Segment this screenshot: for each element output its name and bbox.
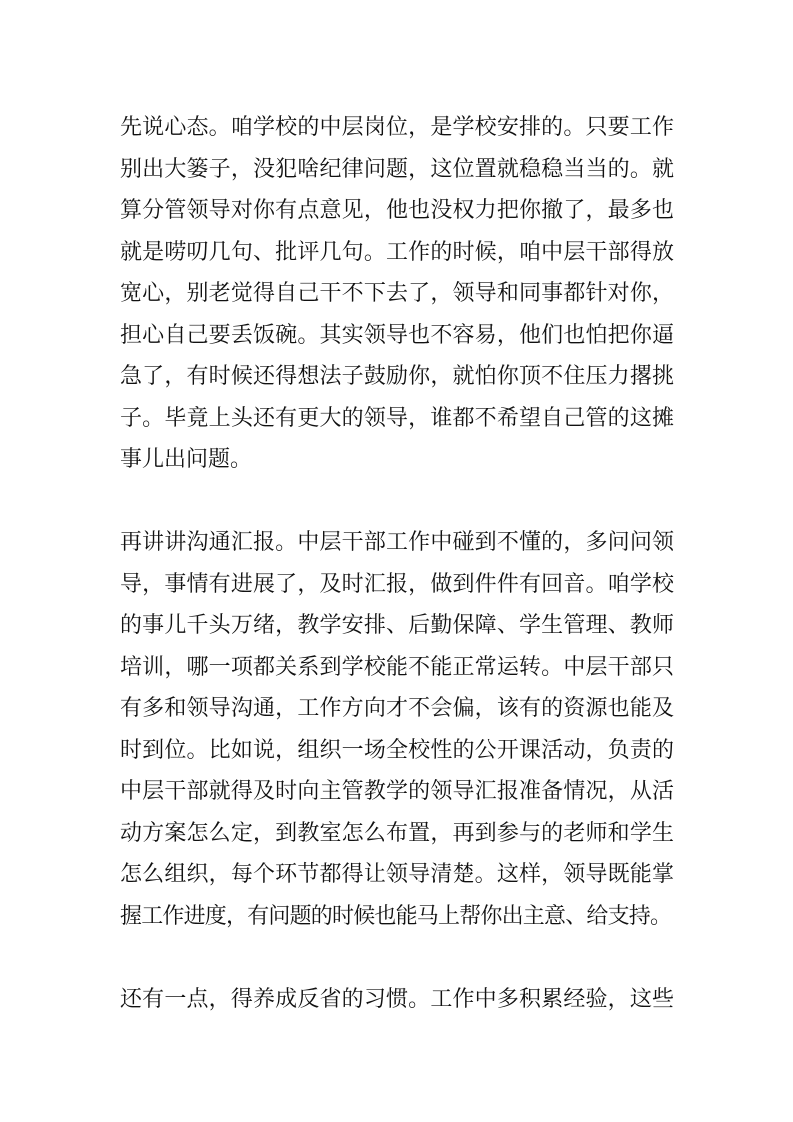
- text-line: 动方案怎么定，到教室怎么布置，再到参与的老师和学生: [120, 820, 674, 846]
- document-body: [120, 107, 674, 1020]
- text-line: 急了，有时候还得想法子鼓励你，就怕你顶不住压力撂挑: [120, 364, 674, 389]
- text-line: 就是唠叨几句、批评几句。工作的时候，咱中层干部得放: [120, 239, 674, 265]
- text-line: 导，事情有进展了，及时汇报，做到件件有回音。咱学校: [120, 571, 674, 597]
- text-line: 的事儿千头万绪，教学安排、后勤保障、学生管理、教师: [120, 613, 674, 638]
- paragraph-reflection: [120, 979, 674, 1021]
- text-line: 宽心，别老觉得自己干不下去了，领导和同事都针对你，: [120, 281, 674, 306]
- text-line: 担心自己要丢饭碗。其实领导也不容易，他们也怕把你逼: [120, 322, 674, 348]
- paragraph-communication: [120, 522, 674, 937]
- text-line: 时到位。比如说，组织一场全校性的公开课活动，负责的: [120, 737, 674, 763]
- text-line: 还有一点，得养成反省的习惯。工作中多积累经验，这些: [120, 986, 674, 1012]
- text-line: 子。毕竟上头还有更大的领导，谁都不希望自己管的这摊: [120, 405, 674, 431]
- text-line: 算分管领导对你有点意见，他也没权力把你撤了，最多也: [120, 198, 674, 223]
- text-line: 事儿出问题。: [120, 447, 253, 472]
- text-line: 培训，哪一项都关系到学校能不能正常运转。中层干部只: [120, 654, 674, 680]
- text-line: 再讲讲沟通汇报。中层干部工作中碰到不懂的，多问问领: [120, 530, 674, 555]
- text-line: 别出大篓子，没犯啥纪律问题，这位置就稳稳当当的。就: [120, 156, 674, 182]
- text-line: 有多和领导沟通，工作方向才不会偏，该有的资源也能及: [120, 696, 674, 721]
- text-line: 怎么组织，每个环节都得让领导清楚。这样，领导既能掌: [120, 862, 674, 887]
- text-line: 握工作进度，有问题的时候也能马上帮你出主意、给支持。: [120, 903, 672, 929]
- text-line: 先说心态。咱学校的中层岗位，是学校安排的。只要工作: [120, 115, 674, 140]
- text-line: 中层干部就得及时向主管教学的领导汇报准备情况，从活: [120, 779, 674, 804]
- paragraph-mindset: [120, 107, 674, 481]
